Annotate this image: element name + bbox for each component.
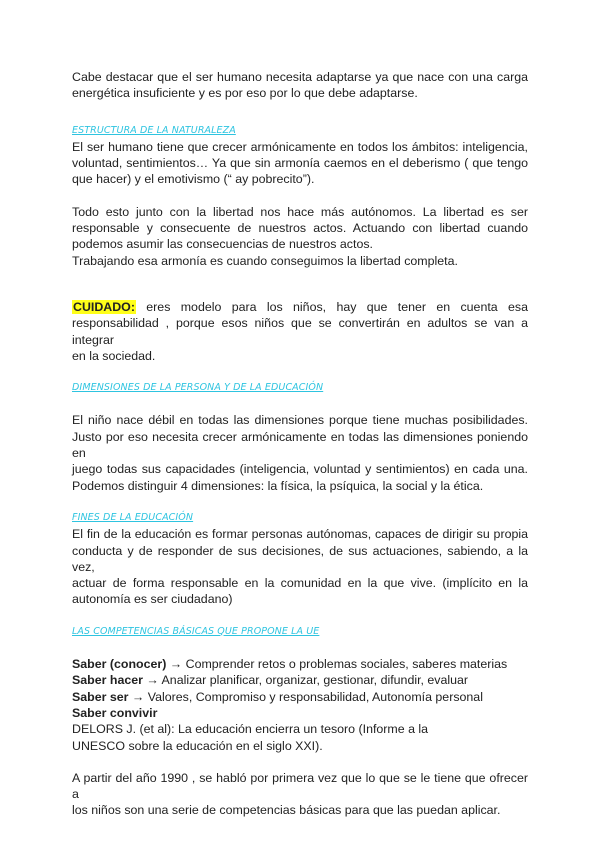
cuidado-line-1-text: eres modelo para los niños, hay que tener en cuenta esa <box>135 299 528 314</box>
dimensiones-line-1: El niño nace débil en todas las dimensiones porque tiene muchas posibilidades. <box>72 413 528 428</box>
cuidado-line-3: en la sociedad. <box>72 348 156 363</box>
dimensiones-line-3: juego todas sus capacidades (inteligencia, voluntad y sentimientos) en cada una. <box>72 462 528 477</box>
competencia-item <box>72 656 528 672</box>
competencia-desc: → Comprender retos o problemas sociales, saberes materias <box>166 657 508 672</box>
competencia-term: Saber (conocer) <box>72 657 167 672</box>
competencia-term: Saber hacer <box>72 673 143 688</box>
reference-line-1: DELORS J. (et al): La educación encierra un tesoro (Informe a la <box>72 722 429 737</box>
cuidado-line-1 <box>72 299 528 315</box>
fines-line-1: El fin de la educación es formar personas autónomas, capaces de dirigir su propia <box>72 527 528 542</box>
naturaleza-p1-line-2: voluntad, sentimientos… Ya que sin armonía caemos en el deberismo ( que tengo <box>72 156 528 171</box>
cuidado-label: CUIDADO: <box>73 299 135 314</box>
fines-line-3: actuar de forma responsable en la comunidad en la que vive. (implícito en la <box>72 576 528 591</box>
fines-line-2: conducta y de responder de sus decisiones, de sus actuaciones, sabiendo, a la vez, <box>72 543 528 574</box>
naturaleza-p1-line-1: El ser humano tiene que crecer armónicamente en todos los ámbitos: inteligencia, <box>72 139 528 154</box>
intro-line-1: Cabe destacar que el ser humano necesita adaptarse ya que nace con una carga <box>72 70 528 84</box>
heading-estructura-naturaleza: ESTRUCTURA DE LA NATURALEZA <box>72 124 236 136</box>
final-line-1: A partir del año 1990 , se habló por primera vez que lo que se le tiene que ofrecer a <box>72 770 528 802</box>
competencia-term: Saber ser <box>72 689 129 704</box>
competencia-item <box>72 689 528 705</box>
cuidado-line-2: responsabilidad , porque esos niños que se convertirán en adultos se van a integrar <box>72 316 528 347</box>
heading-competencias: LAS COMPETENCIAS BÁSICAS QUE PROPONE LA UE <box>72 625 320 637</box>
dimensiones-line-4: Podemos distinguir 4 dimensiones: la física, la psíquica, la social y la ética. <box>72 478 484 493</box>
competencia-item <box>72 705 528 721</box>
naturaleza-p2-line-1: Todo esto junto con la libertad nos hace más autónomos. La libertad es ser <box>72 204 528 219</box>
naturaleza-p1-line-3: que hacer) y el emotivismo (“ ay pobrecito”). <box>72 172 315 187</box>
competencia-desc: → Valores, Compromiso y responsabilidad, Autonomía personal <box>128 689 483 704</box>
final-line-2: los niños son una serie de competencias básicas para que las puedan aplicar. <box>72 803 501 818</box>
intro-line-2: energética insuficiente y es por eso por lo que debe adaptarse. <box>72 86 418 101</box>
heading-dimensiones: DIMENSIONES DE LA PERSONA Y DE LA EDUCACIÓN <box>72 382 324 394</box>
competencia-term: Saber convivir <box>72 705 158 720</box>
naturaleza-p3: Trabajando esa armonía es cuando conseguimos la libertad completa. <box>72 253 458 268</box>
competencia-desc: → Analizar planificar, organizar, gestionar, difundir, evaluar <box>142 673 469 688</box>
reference-line-2: UNESCO sobre la educación en el siglo XXI). <box>72 738 323 753</box>
competencia-item <box>72 672 528 688</box>
naturaleza-p2-line-2: responsable y consecuente de nuestros actos. Actuando con libertad cuando <box>72 221 528 236</box>
dimensiones-line-2: Justo por eso necesita crecer armónicamente en todas las dimensiones poniendo en <box>72 429 528 461</box>
fines-line-4: autonomía es ser ciudadano) <box>72 592 233 607</box>
naturaleza-p2-line-3: podemos asumir las consecuencias de nuestros actos. <box>72 237 373 252</box>
heading-fines: FINES DE LA EDUCACIÓN <box>72 511 194 523</box>
